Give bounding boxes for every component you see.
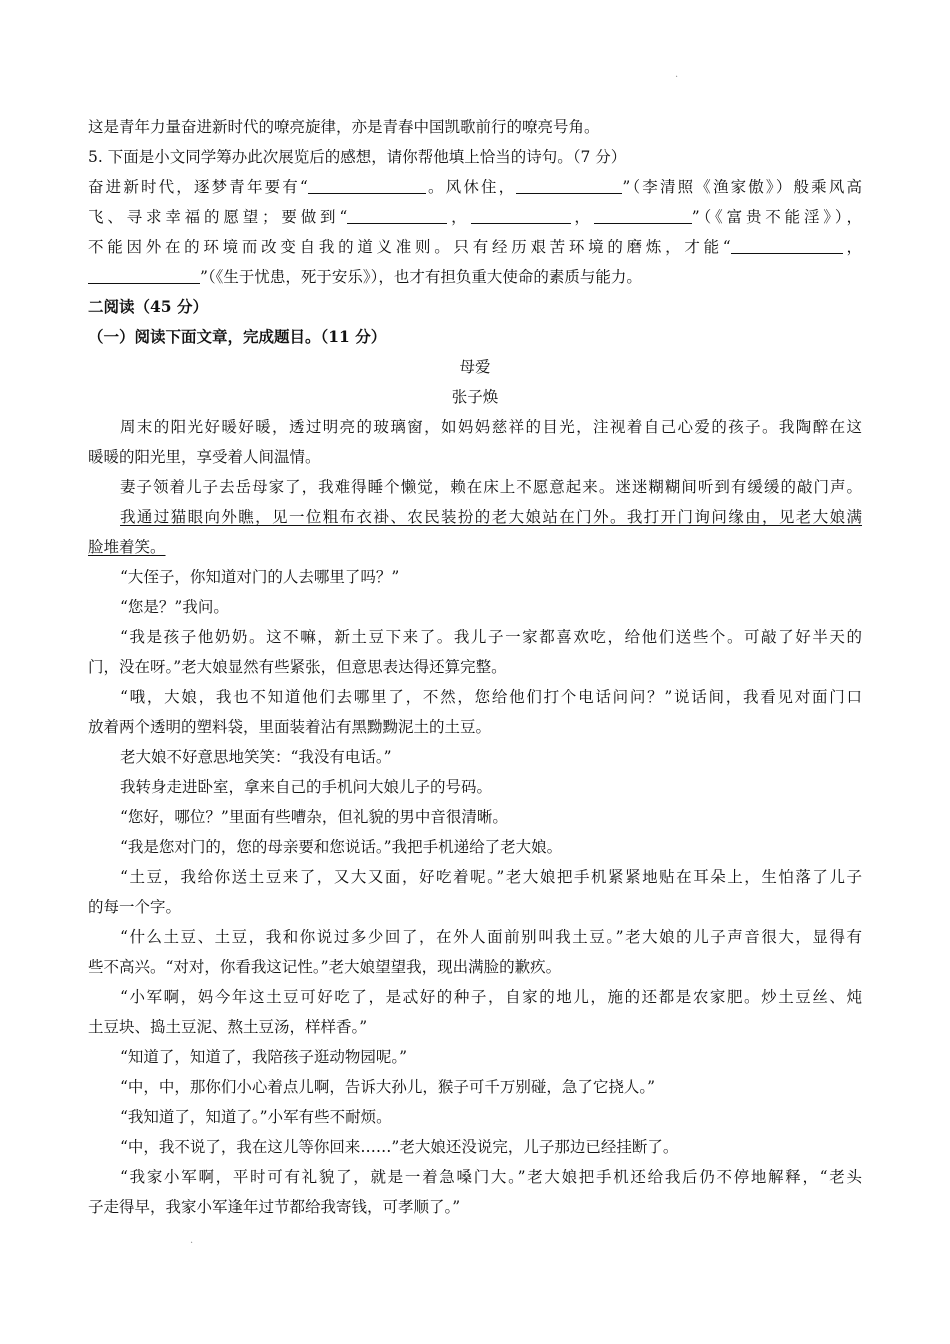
- dialogue-line: “我是您对门的，您的母亲要和您说话。”我把手机递给了老大娘。: [120, 838, 563, 856]
- text-segment: ，: [447, 208, 471, 226]
- underlined-line: [88, 502, 862, 532]
- dialogue-line: “哦，大娘，我也不知道他们去哪里了，不然，您给他们打个电话问问？”说话间，我看见对面门口: [120, 688, 862, 706]
- answer-blank[interactable]: [308, 175, 426, 194]
- text-segment: 飞、寻求幸福的愿望；要做到“: [88, 208, 348, 226]
- dialogue-line: “我知道了，知道了。”小军有些不耐烦。: [120, 1108, 392, 1126]
- answer-blank[interactable]: [88, 265, 200, 284]
- text-line: 这是青年力量奋进新时代的嘹亮旋律，亦是青春中国凯歌前行的嘹亮号角。: [88, 118, 600, 136]
- underlined-text: 脸堆着笑。: [88, 538, 166, 556]
- answer-blank[interactable]: [516, 175, 622, 194]
- paragraph-line: 暖暖的阳光里，享受着人间温情。: [88, 448, 321, 466]
- underlined-line: [88, 532, 862, 562]
- paragraph-line: 我转身走进卧室，拿来自己的手机问大娘儿子的号码。: [120, 778, 493, 796]
- fill-in-line-2: [88, 202, 862, 232]
- paragraph-line: 土豆块、捣土豆泥、熬土豆汤，样样香。”: [88, 1018, 368, 1036]
- answer-blank[interactable]: [471, 205, 571, 224]
- dialogue-line: “中，我不说了，我在这儿等你回来……”老大娘还没说完，儿子那边已经挂断了。: [120, 1138, 679, 1156]
- dialogue-line: “我家小军啊，平时可有礼貌了，就是一着急嗓门大。”老大娘把手机还给我后仍不停地解释，“老头: [120, 1168, 862, 1186]
- text-segment: 不能因外在的环境而改变自我的道义准则。只有经历艰苦环境的磨炼，才能“: [88, 238, 731, 256]
- text-segment: ，: [570, 208, 594, 226]
- article-title: 母爱: [459, 358, 491, 376]
- answer-blank[interactable]: [731, 235, 843, 254]
- question-5: 5. 下面是小文同学筹办此次展览后的感想，请你帮他填上恰当的诗句。（7 分）: [88, 148, 627, 166]
- text-segment: ”（李清照《渔家傲》）般乘风高: [622, 178, 862, 196]
- dialogue-line: “您是？”我问。: [120, 598, 229, 616]
- underlined-text: 我通过猫眼向外瞧，见一位粗布衣褂、农民装扮的老大娘站在门外。我打开门询问缘由，见老大娘满: [120, 508, 862, 526]
- answer-blank[interactable]: [594, 205, 692, 224]
- dialogue-line: “我是孩子他奶奶。这不嘛，新土豆下来了。我儿子一家都喜欢吃，给他们送些个。可敲了好半天的: [120, 628, 862, 646]
- dialogue-line: “土豆，我给你送土豆来了，又大又面，好吃着呢。”老大娘把手机紧紧地贴在耳朵上，生怕落了儿子: [120, 868, 862, 886]
- text-segment: ”（《富贵不能淫》），: [691, 208, 862, 226]
- document-page: [88, 112, 862, 1222]
- article-author: 张子焕: [451, 388, 499, 406]
- text-segment: 。风休住，: [425, 178, 517, 196]
- dialogue-line: “小军啊，妈今年这土豆可好吃了，是忒好的种子，自家的地儿，施的还都是农家肥。炒土豆丝、炖: [120, 988, 862, 1006]
- dialogue-line: “您好，哪位？”里面有些嘈杂，但礼貌的男中音很清晰。: [120, 808, 508, 826]
- dialogue-line: “什么土豆、土豆，我和你说过多少回了，在外人面前别叫我土豆。”老大娘的儿子声音很大，显得有: [120, 928, 862, 946]
- dialogue-line: “大侄子，你知道对门的人去哪里了吗？”: [120, 568, 400, 586]
- page-mark-top: ·: [675, 72, 679, 83]
- fill-in-line-3: [88, 232, 862, 262]
- fill-in-line-1: [88, 172, 862, 202]
- text-segment: 奋进新时代，逐梦青年要有“: [88, 178, 308, 196]
- section-heading: 二阅读（45 分）: [88, 297, 208, 316]
- dialogue-line: “知道了，知道了，我陪孩子逛动物园呢。”: [120, 1048, 408, 1066]
- paragraph-line: 放着两个透明的塑料袋，里面装着沾有黑黝黝泥土的土豆。: [88, 718, 492, 736]
- page-mark-bottom: ·: [190, 1238, 194, 1249]
- fill-in-line-4: [88, 262, 862, 292]
- paragraph-line: 门，没在呀。”老大娘显然有些紧张，但意思表达得还算完整。: [88, 658, 507, 676]
- text-segment: ，: [842, 238, 862, 256]
- dialogue-line: “中，中，那你们小心着点儿啊，告诉大孙儿，猴子可千万别碰，急了它挠人。”: [120, 1078, 656, 1096]
- paragraph-line: 子走得早，我家小军逢年过节都给我寄钱，可孝顺了。”: [88, 1198, 461, 1216]
- paragraph-line: 的每一个字。: [88, 898, 182, 916]
- answer-blank[interactable]: [347, 205, 447, 224]
- text-segment: ”（《生于忧患，死于安乐》），也才有担负重大使命的素质与能力。: [200, 268, 642, 286]
- paragraph-line: 老大娘不好意思地笑笑：“我没有电话。”: [120, 748, 392, 766]
- paragraph-line: 妻子领着儿子去岳母家了，我难得睡个懒觉，赖在床上不愿意起来。迷迷糊糊间听到有缓缓的敲门声。: [120, 478, 862, 496]
- paragraph-line: 些不高兴。“对对，你看我这记性。”老大娘望望我，现出满脸的歉疚。: [88, 958, 562, 976]
- paragraph-line: 周末的阳光好暖好暖，透过明亮的玻璃窗，如妈妈慈祥的目光，注视着自己心爱的孩子。我陶醉在这: [120, 418, 862, 436]
- subsection-heading: （一）阅读下面文章，完成题目。（11 分）: [88, 327, 387, 346]
